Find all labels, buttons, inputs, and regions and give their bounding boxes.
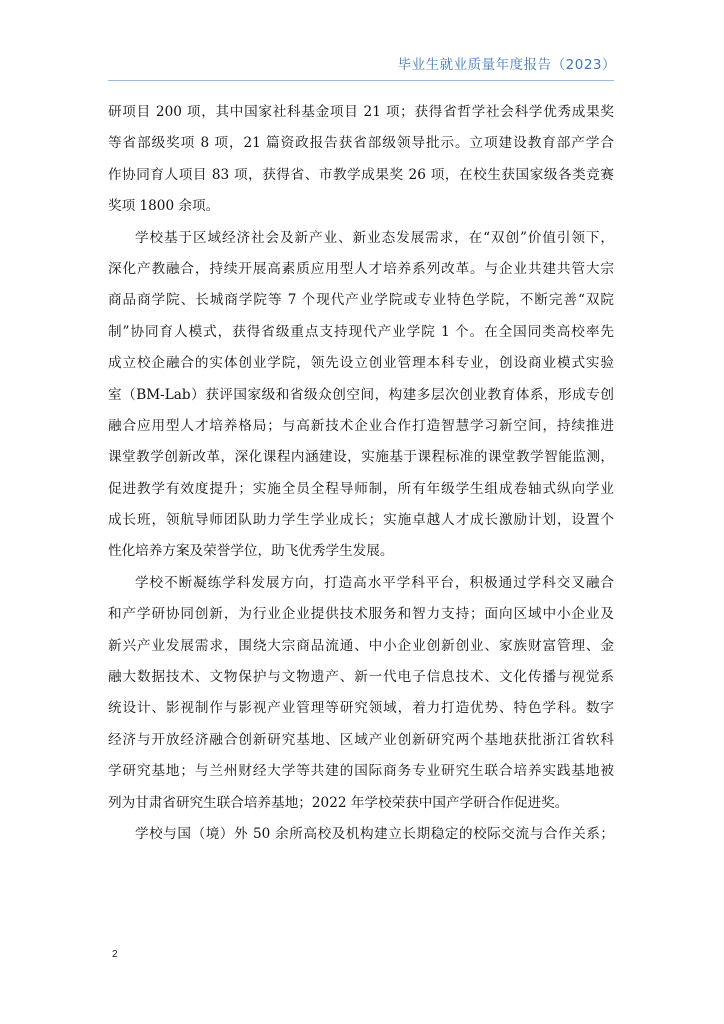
text-line: 性化培养方案及荣誉学位，助飞优秀学生发展。 xyxy=(108,543,394,560)
text-line: 制”协同育人模式，获得省级重点支持现代产业学院 1 个。在全国同类高校率先 xyxy=(108,323,614,340)
header-divider xyxy=(108,80,614,81)
text-line: 学校基于区域经济社会及新产业、新业态发展需求，在“双创”价值引领下， xyxy=(135,229,614,246)
text-line: 奖项 1800 余项。 xyxy=(108,198,220,215)
text-line: 学校与国（境）外 50 余所高校及机构建立长期稳定的校际交流与合作关系； xyxy=(135,825,614,842)
text-line: 成长班，领航导师团队助力学生学业成长；实施卓越人才成长激励计划，设置个 xyxy=(108,512,614,529)
text-line: 融合应用型人才培养格局；与高新技术企业合作打造智慧学习新空间，持续推进 xyxy=(108,417,614,434)
body-text xyxy=(108,97,614,850)
page-number: 2 xyxy=(112,949,118,960)
text-line: 商品商学院、长城商学院等 7 个现代产业学院或专业特色学院，不断完善“双院 xyxy=(108,292,614,309)
text-line: 课堂教学创新改革，深化课程内涵建设，实施基于课程标准的课堂教学智能监测， xyxy=(108,449,614,466)
text-line: 和产学研协同创新，为行业企业提供技术服务和智力支持；面向区域中小企业及 xyxy=(108,606,614,623)
text-line: 成立校企融合的实体创业学院，领先设立创业管理本科专业，创设商业模式实验 xyxy=(108,355,614,372)
text-line: 等省部级奖项 8 项，21 篇资政报告获省部级领导批示。立项建设教育部产学合 xyxy=(108,135,614,152)
text-line: 列为甘肃省研究生联合培养基地；2022 年学校荣获中国产学研合作促进奖。 xyxy=(108,794,569,811)
text-line: 深化产教融合，持续开展高素质应用型人才培养系列改革。与企业共建共管大宗 xyxy=(108,260,614,277)
text-line: 经济与开放经济融合创新研究基地、区域产业创新研究两个基地获批浙江省软科 xyxy=(108,731,614,748)
text-line: 促进教学有效度提升；实施全员全程导师制，所有年级学生组成卷轴式纵向学业 xyxy=(108,480,614,497)
text-line: 室（BM-Lab）获评国家级和省级众创空间，构建多层次创业教育体系，形成专创 xyxy=(108,386,614,403)
text-line: 作协同育人项目 83 项，获得省、市教学成果奖 26 项，在校生获国家级各类竞赛 xyxy=(108,166,614,183)
report-header-title: 毕业生就业质量年度报告（2023） xyxy=(397,57,616,73)
text-line: 学校不断凝练学科发展方向，打造高水平学科平台，积极通过学科交叉融合 xyxy=(135,574,614,591)
text-line: 新兴产业发展需求，围绕大宗商品流通、中小企业创新创业、家族财富管理、金 xyxy=(108,637,614,654)
text-line: 学研究基地；与兰州财经大学等共建的国际商务专业研究生联合培养实践基地被 xyxy=(108,763,614,780)
text-line: 融大数据技术、文物保护与文物遗产、新一代电子信息技术、文化传播与视觉系 xyxy=(108,669,614,686)
text-line: 研项目 200 项，其中国家社科基金项目 21 项；获得省哲学社会科学优秀成果奖 xyxy=(108,104,614,120)
text-line: 统设计、影视制作与影视产业管理等研究领域，着力打造优势、特色学科。数字 xyxy=(108,700,614,717)
